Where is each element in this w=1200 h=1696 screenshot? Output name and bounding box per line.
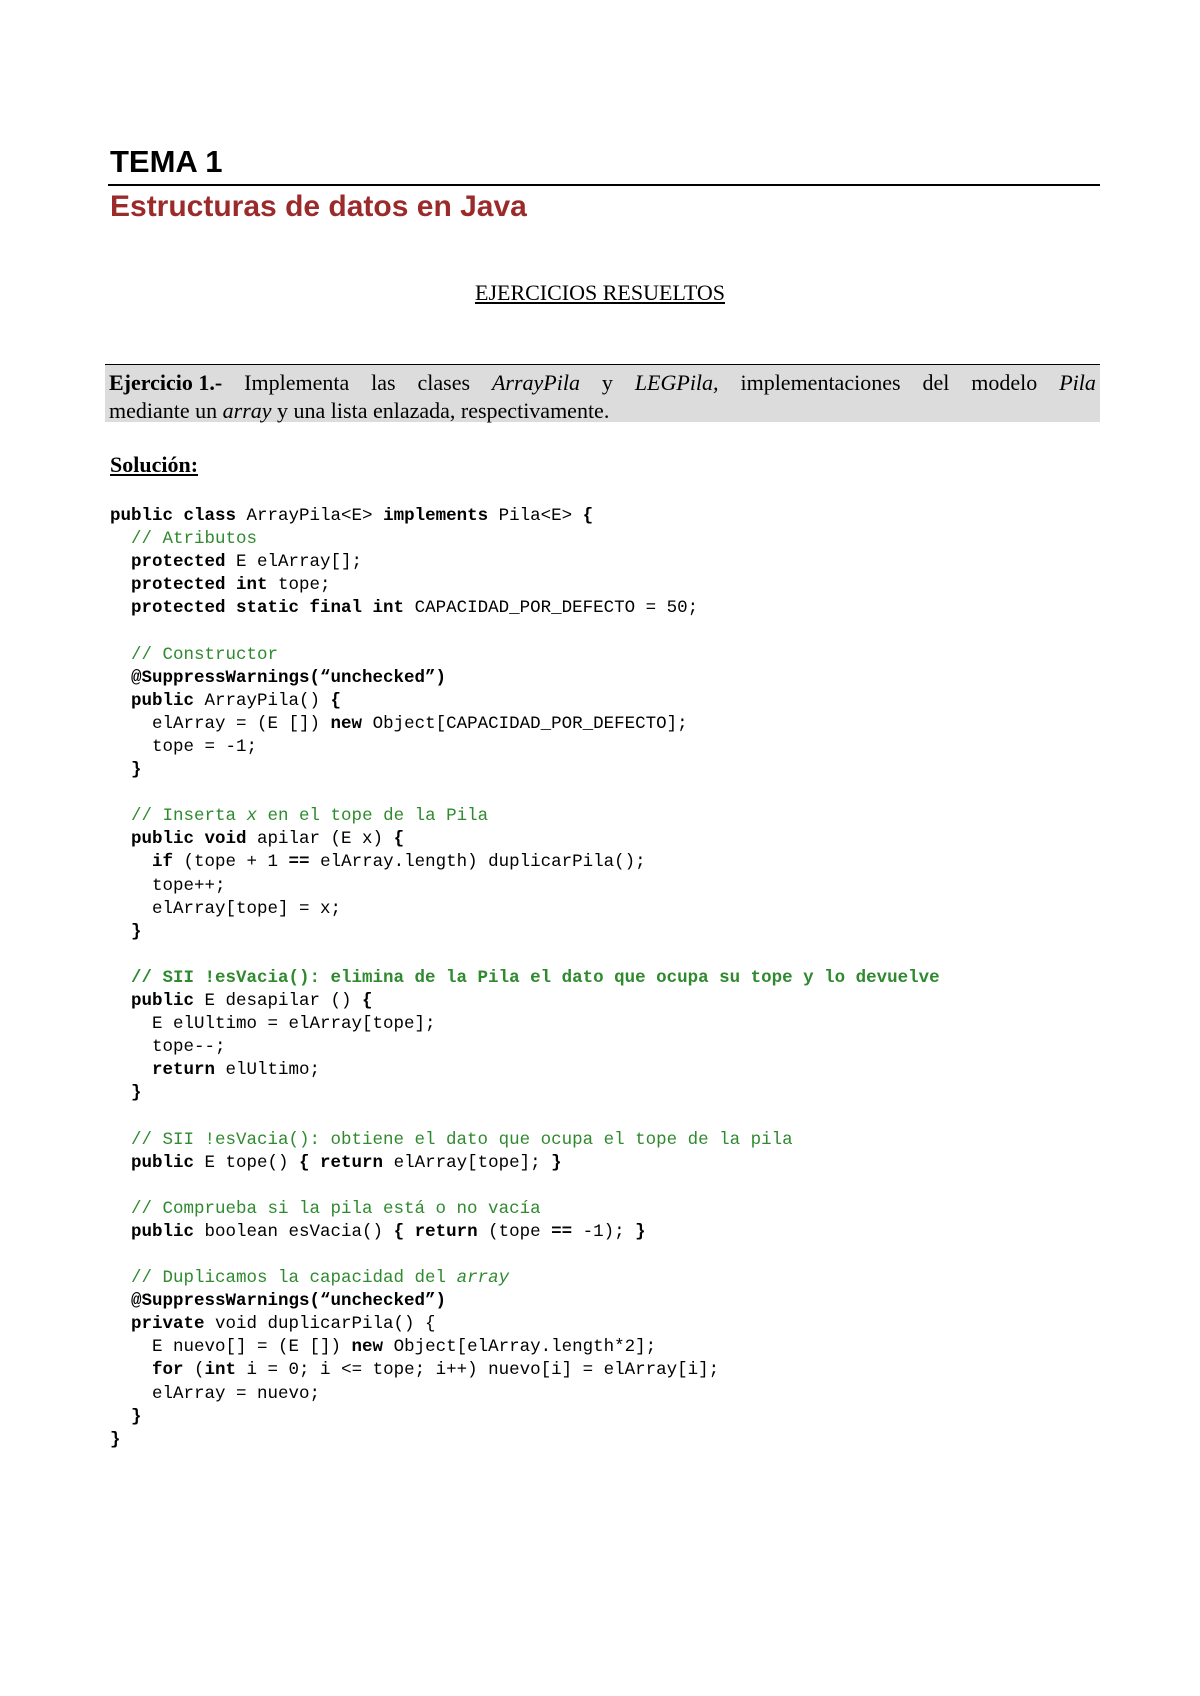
code-line: if (tope + 1 == elArray.length) duplicarPila(); <box>110 852 646 873</box>
exercise-word: y <box>601 370 613 395</box>
exercise-word: implementaciones <box>740 370 901 395</box>
code-line: // Comprueba si la pila está o no vacía <box>110 1198 541 1219</box>
code-line-blank <box>110 1175 940 1198</box>
code-line: tope--; <box>110 1037 226 1058</box>
chapter-title: TEMA 1 <box>110 144 223 179</box>
section-heading-text: EJERCICIOS RESUELTOS <box>475 280 725 305</box>
code-line: public boolean esVacia() { return (tope == -1); } <box>110 1221 646 1242</box>
solution-heading: Solución: <box>110 452 199 477</box>
code-line: // SII !esVacia(): obtiene el dato que ocupa el tope de la pila <box>110 1129 793 1150</box>
exercise-statement <box>105 364 1100 422</box>
exercise-word: ArrayPila <box>491 370 580 395</box>
code-line: elArray = nuevo; <box>110 1383 321 1404</box>
code-line: protected E elArray[]; <box>110 552 363 573</box>
chapter-subtitle: Estructuras de datos en Java <box>110 190 527 223</box>
exercise-word: Implementa <box>244 370 350 395</box>
code-line: public E tope() { return elArray[tope]; } <box>110 1152 562 1173</box>
code-listing <box>110 505 940 1452</box>
exercise-line-2 <box>109 397 1096 425</box>
exercise-word: del <box>922 370 950 395</box>
exercise-word: modelo <box>971 370 1038 395</box>
code-line: elArray = (E []) new Object[CAPACIDAD_POR_DEFECTO]; <box>110 713 688 734</box>
code-line: // Inserta x en el tope de la Pila <box>110 806 489 827</box>
code-line-blank <box>110 1244 940 1267</box>
code-line: } <box>110 1083 142 1104</box>
code-line: public class ArrayPila<E> implements Pila<E> { <box>110 506 594 526</box>
code-line: tope++; <box>110 875 226 896</box>
code-line-blank <box>110 1105 940 1128</box>
section-heading <box>0 280 1200 306</box>
code-line: // Constructor <box>110 644 279 665</box>
code-line: } <box>110 760 142 781</box>
exercise-text: y una lista enlazada, respectivamente. <box>271 398 610 423</box>
code-line: public E desapilar () { <box>110 990 373 1011</box>
code-line: tope = -1; <box>110 736 258 757</box>
code-line: } <box>110 1406 142 1427</box>
title-rule <box>108 184 1100 186</box>
exercise-line-1 <box>109 369 1096 397</box>
code-line: elArray[tope] = x; <box>110 898 342 919</box>
code-line-blank <box>110 782 940 805</box>
code-line: public void apilar (E x) { <box>110 829 405 850</box>
code-line: // Atributos <box>110 529 258 550</box>
code-line: } <box>110 1429 121 1450</box>
code-line: E nuevo[] = (E []) new Object[elArray.length*2]; <box>110 1337 657 1358</box>
code-line: @SuppressWarnings(“unchecked”) <box>110 1291 447 1312</box>
exercise-word: las <box>371 370 396 395</box>
exercise-label: Ejercicio 1.- <box>109 370 223 395</box>
code-line: for (int i = 0; i <= tope; i++) nuevo[i] = elArray[i]; <box>110 1360 720 1381</box>
code-line-blank <box>110 620 940 643</box>
exercise-word: Pila <box>1059 370 1096 395</box>
code-line: E elUltimo = elArray[tope]; <box>110 1014 436 1035</box>
code-line: return elUltimo; <box>110 1060 321 1081</box>
code-line: // Duplicamos la capacidad del array <box>110 1268 510 1289</box>
exercise-word: clases <box>417 370 471 395</box>
code-line: protected static final int CAPACIDAD_POR_DEFECTO = 50; <box>110 598 699 619</box>
code-line: @SuppressWarnings(“unchecked”) <box>110 667 447 688</box>
exercise-word: LEGPila, <box>634 370 719 395</box>
exercise-text: array <box>222 398 272 423</box>
code-line: public ArrayPila() { <box>110 690 342 711</box>
code-line-blank <box>110 944 940 967</box>
code-line: protected int tope; <box>110 575 331 596</box>
code-line: private void duplicarPila() { <box>110 1314 436 1335</box>
code-line: } <box>110 921 142 942</box>
exercise-text: mediante un <box>109 398 223 423</box>
code-line: // SII !esVacia(): elimina de la Pila el dato que ocupa su tope y lo devuelve <box>110 967 940 988</box>
